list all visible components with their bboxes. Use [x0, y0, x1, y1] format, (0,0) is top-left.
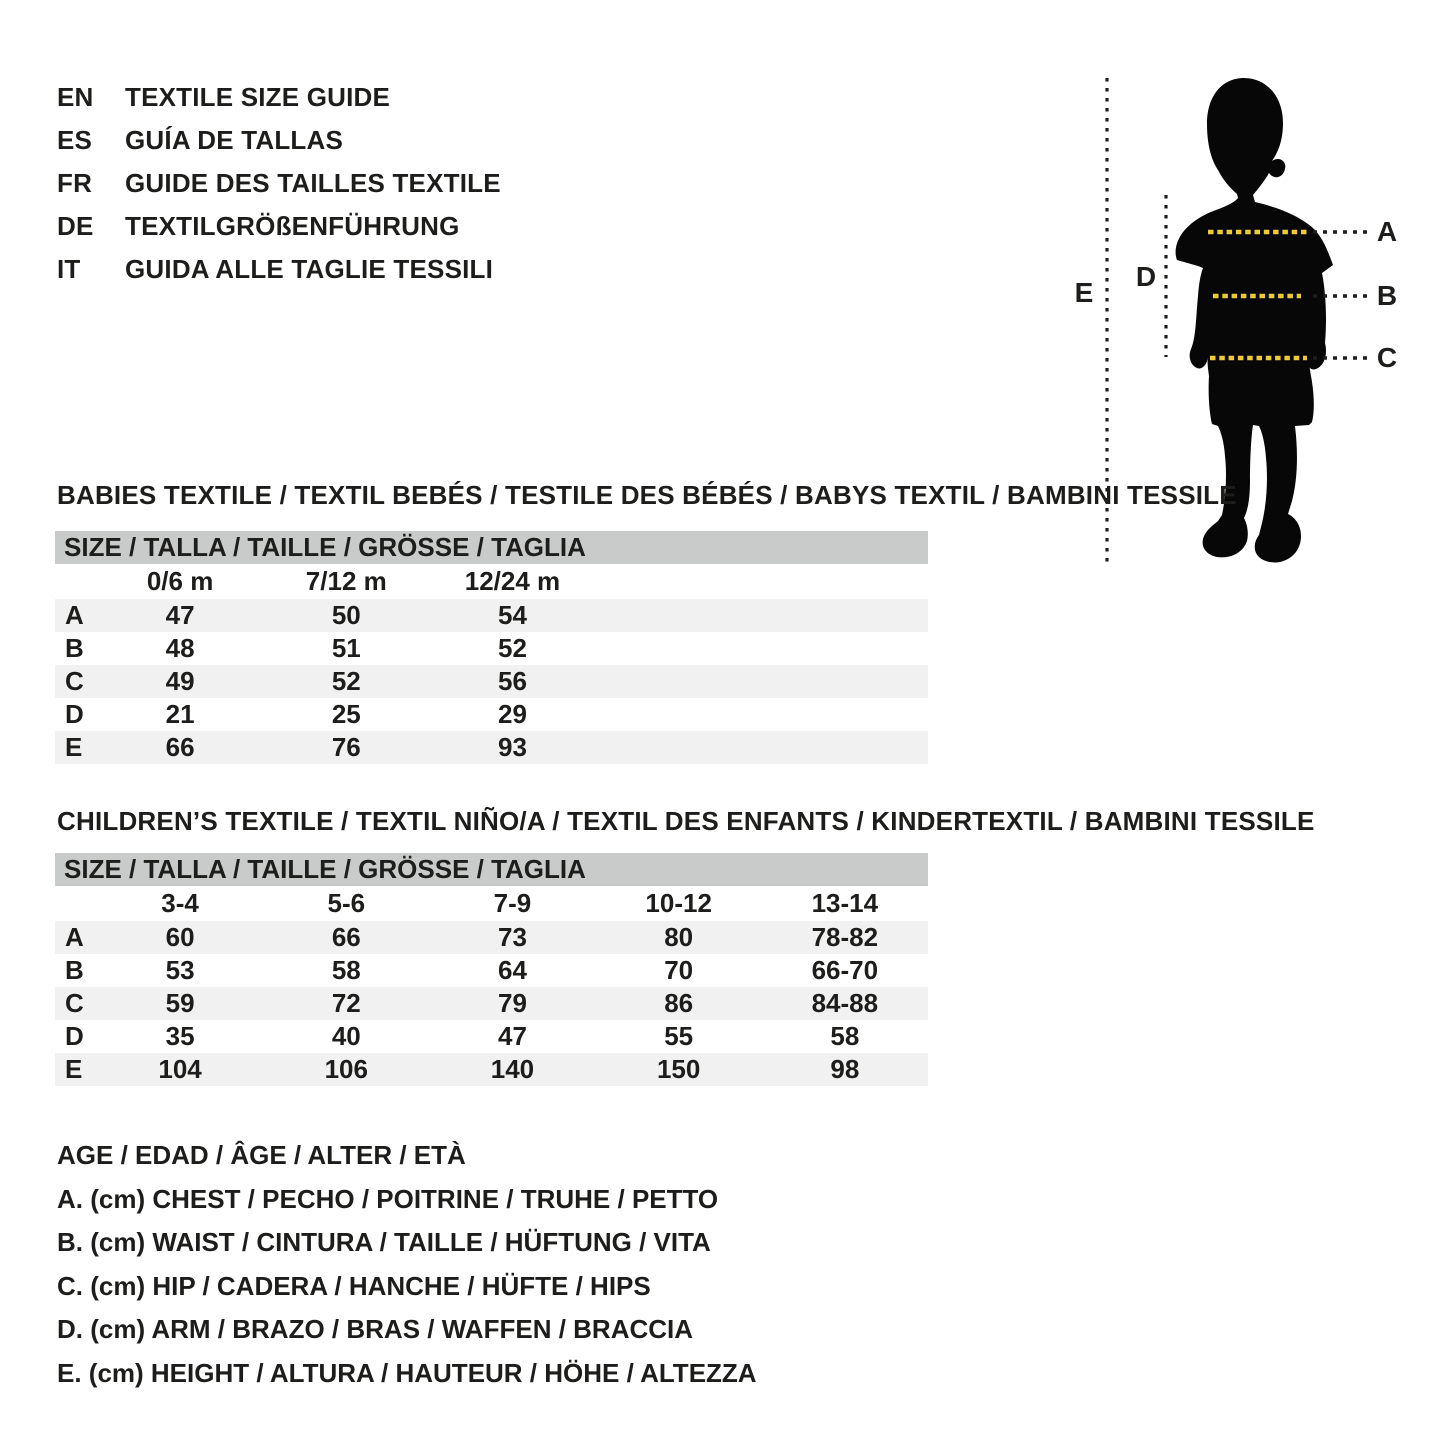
label-d: D — [1135, 261, 1157, 292]
table-cell: 58 — [331, 955, 361, 985]
children-section-title: CHILDREN’S TEXTILE / TEXTIL NIÑO/A / TEXTIL DES ENFANTS / KINDERTEXTIL / BAMBINI TESSILE — [57, 806, 1315, 836]
table-cell: 49 — [165, 666, 195, 696]
table-cell: 50 — [331, 600, 361, 630]
row-label: B — [65, 955, 84, 985]
legend-line-age: AGE / EDAD / ÂGE / ALTER / ETÀ — [57, 1140, 466, 1170]
legend-line-chest: A. (cm) CHEST / PECHO / POITRINE / TRUHE / PETTO — [57, 1183, 719, 1214]
table-row — [55, 987, 928, 1020]
row-label: B — [65, 633, 84, 663]
table-cell: 72 — [331, 988, 361, 1018]
language-row-en — [57, 76, 501, 119]
row-label: D — [65, 699, 84, 729]
table-cell: 40 — [331, 1021, 361, 1051]
column-header: 7-9 — [493, 888, 532, 918]
row-label: C — [65, 666, 84, 696]
table-cell: 52 — [498, 633, 527, 663]
table-cell: 98 — [830, 1054, 860, 1084]
table-row — [55, 921, 928, 954]
table-cell: 52 — [331, 666, 361, 696]
table-cell: 78-82 — [811, 922, 879, 952]
table-cell: 47 — [165, 600, 195, 630]
table-row — [55, 698, 928, 731]
row-label: D — [65, 1021, 84, 1051]
language-code: ES — [57, 125, 93, 155]
table-cell: 35 — [165, 1021, 195, 1051]
table-row — [55, 632, 928, 665]
row-label: A — [65, 600, 84, 630]
table-cell: 76 — [331, 732, 361, 762]
table-header-bar: SIZE / TALLA / TAILLE / GRÖSSE / TAGLIA — [55, 853, 928, 886]
table-cell: 106 — [324, 1054, 368, 1084]
table-cell: 66-70 — [811, 955, 879, 985]
table-cell: 150 — [656, 1054, 701, 1084]
table-cell: 55 — [664, 1021, 694, 1051]
table-row — [55, 954, 928, 987]
table-cell: 66 — [331, 922, 361, 952]
language-title: TEXTILE SIZE GUIDE — [125, 82, 391, 112]
legend-line-height: E. (cm) HEIGHT / ALTURA / HAUTEUR / HÖHE / ALTEZZA — [57, 1357, 757, 1388]
table-cell: 25 — [331, 699, 361, 729]
table-row — [55, 1020, 928, 1053]
label-c: C — [1376, 342, 1398, 373]
table-cell: 70 — [664, 955, 694, 985]
row-label: E — [65, 732, 83, 762]
table-cell: 53 — [165, 955, 195, 985]
table-header-bar: SIZE / TALLA / TAILLE / GRÖSSE / TAGLIA — [55, 531, 928, 564]
legend-line-arm: D. (cm) ARM / BRAZO / BRAS / WAFFEN / BRACCIA — [57, 1314, 694, 1344]
language-code: FR — [57, 168, 93, 198]
table-cell: 140 — [490, 1054, 535, 1084]
table-cell: 80 — [664, 922, 694, 952]
table-cell: 64 — [498, 955, 527, 985]
table-cell: 60 — [165, 922, 195, 952]
column-header-row — [55, 886, 928, 921]
table-cell: 79 — [498, 988, 527, 1018]
table-row — [55, 599, 928, 632]
table-cell: 73 — [498, 922, 527, 952]
label-b: B — [1376, 280, 1398, 311]
language-title: TEXTILGRÖßENFÜHRUNG — [125, 211, 460, 241]
row-label: C — [65, 988, 84, 1018]
legend-line-hip: C. (cm) HIP / CADERA / HANCHE / HÜFTE / HIPS — [57, 1270, 651, 1301]
column-header: 13-14 — [811, 888, 879, 918]
column-header: 12/24 m — [464, 566, 561, 596]
language-row-it — [57, 248, 501, 291]
babies-size-table — [55, 531, 928, 764]
table-cell: 54 — [498, 600, 527, 630]
row-label: A — [65, 922, 84, 952]
legend-line-waist: B. (cm) WAIST / CINTURA / TAILLE / HÜFTUNG / VITA — [57, 1227, 711, 1257]
language-title: GUIDA ALLE TAGLIE TESSILI — [125, 254, 494, 284]
column-header: 3-4 — [161, 888, 199, 918]
table-cell: 29 — [498, 699, 527, 729]
table-cell: 86 — [664, 988, 694, 1018]
measurement-legend — [57, 1134, 757, 1395]
column-header: 5-6 — [327, 888, 366, 918]
label-a: A — [1376, 216, 1398, 247]
table-cell: 47 — [498, 1021, 527, 1051]
table-cell: 51 — [331, 633, 361, 663]
table-cell: 48 — [165, 633, 195, 663]
table-row — [55, 731, 928, 764]
language-title: GUIDE DES TAILLES TEXTILE — [125, 168, 501, 198]
babies-section-title: BABIES TEXTILE / TEXTIL BEBÉS / TESTILE DES BÉBÉS / BABYS TEXTIL / BAMBINI TESSILE — [57, 480, 1237, 510]
language-title: GUÍA DE TALLAS — [125, 125, 344, 155]
table-cell: 56 — [498, 666, 527, 696]
language-code: DE — [57, 211, 94, 241]
table-cell: 66 — [165, 732, 195, 762]
column-header: 0/6 m — [146, 566, 214, 596]
column-header: 7/12 m — [305, 566, 387, 596]
column-header: 10-12 — [645, 888, 712, 918]
language-code: EN — [57, 82, 94, 112]
label-e: E — [1074, 277, 1094, 308]
table-cell: 93 — [498, 732, 527, 762]
table-cell: 104 — [158, 1054, 202, 1084]
table-row — [55, 665, 928, 698]
children-size-table — [55, 853, 928, 1086]
row-label: E — [65, 1054, 83, 1084]
language-row-fr — [57, 162, 501, 205]
language-row-de — [57, 205, 501, 248]
table-cell: 84-88 — [811, 988, 879, 1018]
language-title-list — [57, 76, 501, 291]
language-row-es — [57, 119, 501, 162]
table-row — [55, 1053, 928, 1086]
language-code: IT — [57, 254, 81, 284]
table-cell: 59 — [165, 988, 195, 1018]
table-cell: 21 — [165, 699, 195, 729]
table-cell: 58 — [830, 1021, 860, 1051]
column-header-row — [55, 564, 928, 599]
